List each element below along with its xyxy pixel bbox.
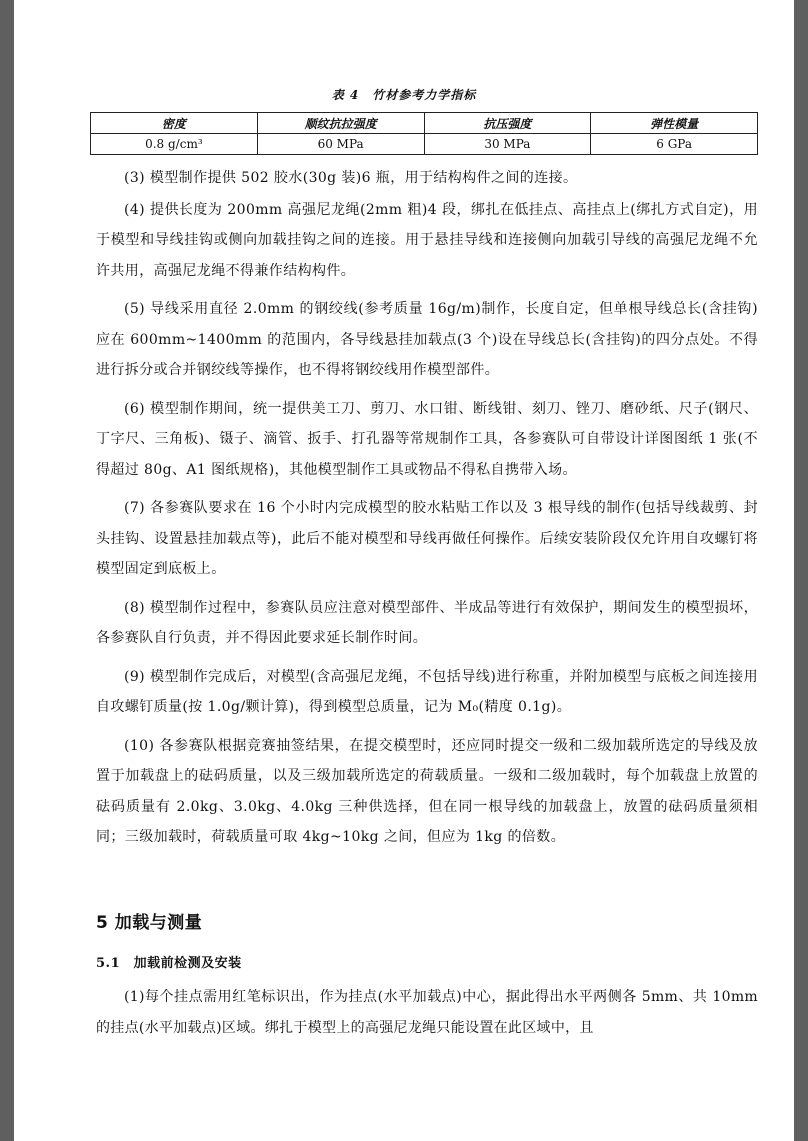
header-compressive-strength: 抗压强度 <box>424 113 591 134</box>
table-header-row <box>91 113 758 134</box>
mechanical-properties-table <box>90 112 758 155</box>
body-text <box>96 163 758 861</box>
paragraph-5: (5) 导线采用直径 2.0mm 的钢绞线(参考质量 16g/m)制作，长度自定，但单根导线总长(含挂钩)应在 600mm~1400mm 的范围内，各导线悬挂加载点(3 个)设在导线总长(含挂钩)的四分点处。不得进行拆分或合并钢绞线等操作，也不得将钢绞线用作模型部件。 <box>96 301 758 378</box>
cell-density: 0.8 g/cm³ <box>91 134 258 155</box>
table-row <box>91 134 758 155</box>
header-tensile-strength: 顺纹抗拉强度 <box>257 113 424 134</box>
section-body-text <box>96 982 758 1044</box>
document-page <box>14 0 794 1141</box>
paragraph-10: (10) 各参赛队根据竞赛抽签结果，在提交模型时，还应同时提交一级和二级加载所选定的导线及放置于加载盘上的砝码质量，以及三级加载所选定的荷载质量。一级和二级加载时，每个加载盘上放置的砝码质量有 2.0kg、3.0kg、4.0kg 三种供选择，但在同一根导线的加载盘上，放置的砝码质量须相同；三级加载时，荷载质量可取 4kg~10kg 之间，但应为 1kg 的倍数。 <box>96 737 758 845</box>
paragraph-8: (8) 模型制作过程中，参赛队员应注意对模型部件、半成品等进行有效保护，期间发生的模型损坏，各参赛队自行负责，并不得因此要求延长制作时间。 <box>96 599 758 646</box>
header-elastic-modulus: 弹性模量 <box>591 113 758 134</box>
cell-elastic-modulus: 6 GPa <box>591 134 758 155</box>
cell-compressive-strength: 30 MPa <box>424 134 591 155</box>
section-paragraph-1: (1)每个挂点需用红笔标识出，作为挂点(水平加载点)中心，据此得出水平两侧各 5mm、共 10mm 的挂点(水平加载点)区域。绑扎于模型上的高强尼龙绳只能设置在此区域中，且 <box>96 989 758 1036</box>
header-density: 密度 <box>91 113 258 134</box>
section-heading: 5 加载与测量 <box>96 913 203 933</box>
table-caption: 表 4 竹材参考力学指标 <box>331 88 477 102</box>
subsection-heading: 5.1 加载前检测及安装 <box>96 956 242 971</box>
paragraph-4: (4) 提供长度为 200mm 高强尼龙绳(2mm 粗)4 段，绑扎在低挂点、高挂点上(绑扎方式自定)，用于模型和导线挂钩或侧向加载挂钩之间的连接。用于悬挂导线和连接侧向加载引导线的高强尼龙绳不允许共用，高强尼龙绳不得兼作结构构件。 <box>96 201 758 279</box>
paragraph-3: (3) 模型制作提供 502 胶水(30g 装)6 瓶，用于结构构件之间的连接。 <box>124 170 578 186</box>
paragraph-7: (7) 各参赛队要求在 16 个小时内完成模型的胶水粘贴工作以及 3 根导线的制作(包括导线裁剪、封头挂钩、设置悬挂加载点等)，此后不能对模型和导线再做任何操作。后续安装阶段仅允许用自攻螺钉将模型固定到底板上。 <box>96 500 758 577</box>
cell-tensile-strength: 60 MPa <box>257 134 424 155</box>
paragraph-9: (9) 模型制作完成后，对模型(含高强尼龙绳，不包括导线)进行称重，并附加模型与底板之间连接用自攻螺钉质量(按 1.0g/颗计算)，得到模型总质量，记为 M₀(精度 0.1g)。 <box>96 668 758 715</box>
paragraph-6: (6) 模型制作期间，统一提供美工刀、剪刀、水口钳、断线钳、刻刀、锉刀、磨砂纸、尺子(钢尺、丁字尺、三角板)、镊子、滴管、扳手、打孔器等常规制作工具，各参赛队可自带设计详图图纸 1 张(不得超过 80g、A1 图纸规格)，其他模型制作工具或物品不得私自携带入场。 <box>96 400 758 478</box>
